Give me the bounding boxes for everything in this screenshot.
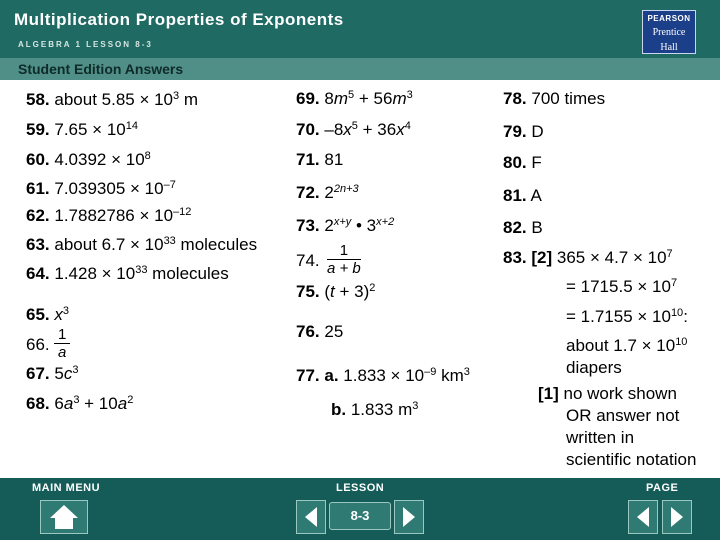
answer-65: 65. $x^3$ [26,305,69,324]
arrow-right-icon [663,501,691,533]
arrow-left-icon [297,501,325,533]
lesson-number-badge [329,502,391,530]
answer-76: 76. 25 [296,322,344,341]
lesson-subtitle: ALGEBRA 1 LESSON 8-3 [18,40,153,49]
answer-61: 61. $7.039305 \times 10^{-7}$ [26,179,176,198]
answer-70: 70. $-8x^5 + 36x^4$ [296,120,411,139]
answer-83-line3: = $1.7155 \times 10^{10}$: [566,307,688,326]
answer-77-b: b. 1.833 $m^3$ [331,400,419,419]
answer-58: 58. about $5.85 \times 10^3$ m [26,90,199,109]
logo-imprint-1: Prentice [652,27,686,38]
next-lesson-button[interactable] [394,500,424,534]
answer-69: 69. $8m^5 + 56m^3$ [296,89,413,108]
logo-imprint-2: Hall [660,42,678,53]
page-label: PAGE [646,482,679,494]
answer-66-number: 66. [26,335,50,354]
arrow-left-icon [629,501,657,533]
answer-83-line6: [1] no work shown [538,384,677,403]
answer-62: 62. $1.7882786 \times 10^{-12}$ [26,206,192,225]
answer-83-line8: written in [566,428,635,447]
answer-68: 68. $6a^3 + 10a^2$ [26,394,134,413]
section-title: Student Edition Answers [18,61,184,77]
main-menu-label: MAIN MENU [32,482,101,494]
next-page-button[interactable] [662,500,692,534]
lesson-label: LESSON [336,482,385,494]
previous-page-button[interactable] [628,500,658,534]
answer-79: 79. D [503,122,544,141]
answer-73: 73. $2^{x+y}$ • $3^{x+2}$ [296,216,395,235]
answer-63: 63. about $6.7 \times 10^{33}$ molecules [26,235,258,254]
answer-67: 67. $5c^3$ [26,364,79,383]
answer-77-a: 77. a. $1.833 \times 10^{-9}$ $km^3$ [296,366,470,385]
answer-83-line5: diapers [566,358,622,377]
answer-83-line9: scientific notation [566,450,697,469]
page-title: Multiplication Properties of Exponents [14,10,344,29]
lesson-number: 8-3 [350,508,370,523]
answer-66-fraction: $\frac{1}{a}$ [54,326,70,361]
previous-lesson-button[interactable] [296,500,326,534]
answer-81: 81. A [503,186,542,205]
answer-74-fraction: $\frac{1}{a + b}$ [327,242,361,277]
answer-82: 82. B [503,218,543,237]
logo-publisher: PEARSON [647,14,691,23]
answer-83-line1: 83. [2] $365 \times 4.7 \times 10^7$ [503,248,673,267]
home-icon [41,501,87,533]
answer-75: 75. $(t + 3)^2$ [296,282,376,301]
answer-74-number: 74. [296,251,320,270]
main-menu-button[interactable] [40,500,88,534]
answer-71: 71. 81 [296,150,344,169]
answer-83-line7: OR answer not [566,406,680,425]
pearson-logo[interactable] [642,10,696,54]
arrow-right-icon [395,501,423,533]
answer-72: 72. $2^{2n+3}$ [296,183,359,202]
answer-83-line2: = $1715.5 \times 10^7$ [566,277,678,296]
answer-60: 60. $4.0392 \times 10^8$ [26,150,151,169]
answer-78: 78. 700 times [503,89,606,108]
answer-80: 80. F [503,153,542,172]
answer-59: 59. $7.65 \times 10^{14}$ [26,120,138,139]
answer-64: 64. $1.428 \times 10^{33}$ molecules [26,264,229,283]
answer-83-line4: about $1.7 \times 10^{10}$ [566,336,688,355]
